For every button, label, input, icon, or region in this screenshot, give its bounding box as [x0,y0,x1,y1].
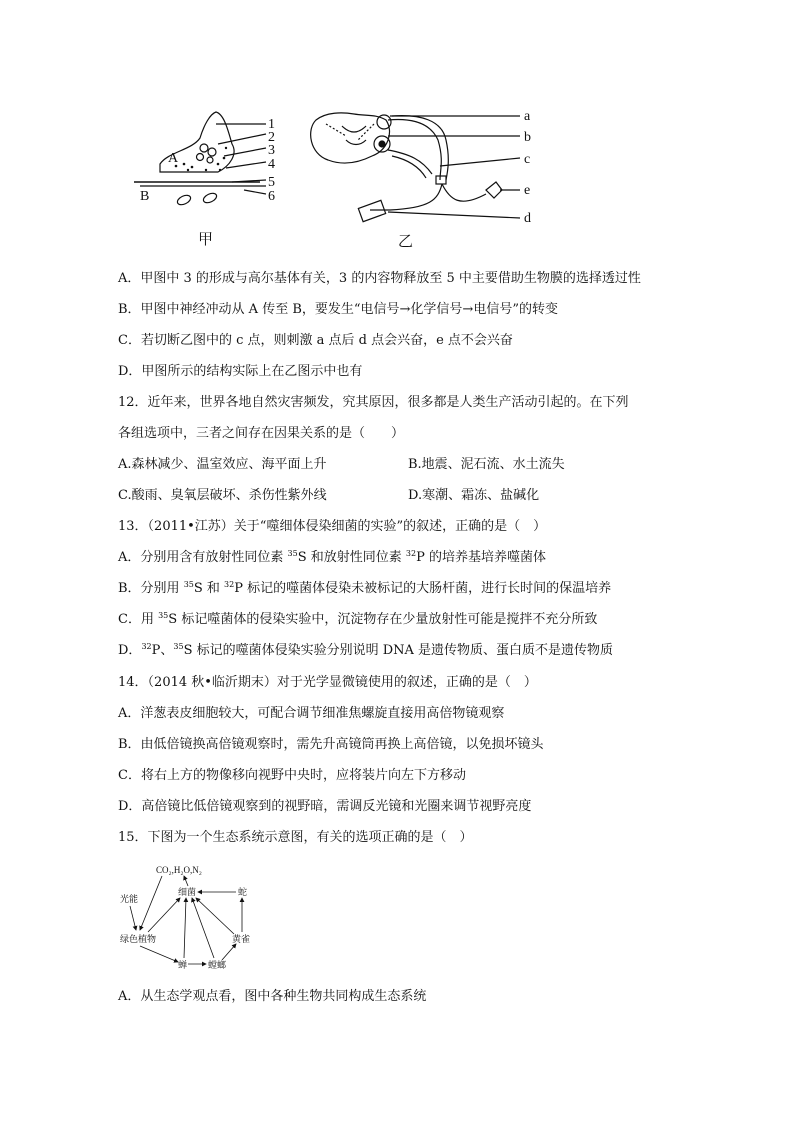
q13-d-text-3: S 标记的噬菌体侵染实验分别说明 DNA 是遗传物质、蛋白质不是遗传物质 [183,643,614,658]
q13-d-text-2: P、 [151,643,174,658]
q11-option-a: A．甲图中 3 的形成与高尔基体有关，3 的内容物释放至 5 中主要借助生物膜的选择透过性 [118,271,641,286]
q13-d-text-1: D． [118,643,142,658]
jia-label-2: 2 [268,130,275,145]
q14-stem: 14．（2014 秋•临沂期末）对于光学显微镜使用的叙述，正确的是（ ） [118,675,537,690]
q13-stem: 13．（2011•江苏）关于“噬细体侵染细菌的实验”的叙述，正确的是（ ） [118,519,547,534]
q15-stem: 15．下图为一个生态系统示意图，有关的选项正确的是（ ） [118,830,473,845]
figure-jia [134,112,266,207]
eco-arrow-plants-cicada [140,946,178,962]
ecosystem-diagram [118,862,278,972]
eco-bacteria: 细菌 [178,887,197,897]
q12-stem-line2: 各组选项中，三者之间存在因果关系的是（ ） [118,426,405,441]
q13-b-text-2: S 和 [193,581,225,596]
q14-option-b: B．由低倍镜换高倍镜观察时，需先升高镜筒再换上高倍镜，以免损坏镜头 [118,737,544,752]
q13-c-text-2: S 标记噬菌体的侵染实验中，沉淀物存在少量放射性可能是搅拌不充分所致 [168,612,598,627]
q13-option-b [118,580,611,598]
q15-option-a: A．从生态学观点看，图中各种生物共同构成生态系统 [118,989,427,1004]
q13-a-text-3: P 的培养基培养噬菌体 [416,550,546,565]
eco-arrow-gases-plants [140,876,162,930]
q12-stem-line1: 12．近年来，世界各地自然灾害频发，究其原因，很多都是人类生产活动引起的。在下列 [118,395,629,410]
jia-label-1: 1 [268,117,275,132]
eco-plants: 绿色植物 [120,934,157,944]
q13-a-text-1: A．分别用含有放射性同位素 [118,550,288,565]
eco-arrow-bacteria-gases [184,876,188,886]
yi-label-c: c [524,152,531,167]
eco-arrow-light-plants [130,906,136,930]
q13-a-sup-2: 32 [405,549,417,558]
eco-oriole: 黄雀 [232,934,251,944]
q11-option-c: C．若切断乙图中的 c 点，则刺激 a 点后 d 点会兴奋，e 点不会兴奋 [118,333,513,348]
yi-caption: 乙 [398,234,414,250]
q14-option-d: D．高倍镜比低倍镜观察到的视野暗，需调反光镜和光圈来调节视野亮度 [118,799,532,814]
q13-a-sup-1: 35 [287,549,298,558]
q11-option-d: D．甲图所示的结构实际上在乙图示中也有 [118,364,363,379]
jia-label-4: 4 [268,157,275,172]
q13-b-text-1: B．分别用 [118,581,184,596]
yi-label-d: d [524,211,531,226]
eco-gases: CO₂,H₂O,N₂ [156,865,202,875]
jia-caption: 甲 [198,232,214,248]
eco-light: 光能 [120,894,139,904]
q13-b-text-3: P 标记的噬菌体侵染未被标记的大肠杆菌，进行长时间的保温培养 [234,581,612,596]
q12-option-d: D.寒潮、霜冻、盐碱化 [408,488,540,503]
figure-synapse-reflex-arc [120,100,560,260]
jia-label-5: 5 [268,175,275,190]
q13-option-a [118,549,546,567]
eco-snake: 蛇 [238,887,248,897]
eco-arrow-plants-bacteria [148,898,180,932]
yi-label-a: a [524,109,531,124]
q12-option-b: B.地震、泥石流、水土流失 [408,457,565,472]
q13-a-text-2: S 和放射性同位素 [297,550,406,565]
q13-b-sup-2: 32 [224,580,235,589]
eco-mantis: 螳螂 [208,960,227,970]
yi-label-b: b [524,130,531,145]
q12-option-c: C.酸雨、臭氧层破坏、杀伤性紫外线 [118,488,327,503]
jia-letter-a: A [168,151,179,166]
eco-arrow-mantis-bacteria [192,898,214,958]
q11-option-b: B．甲图中神经冲动从 A 传至 B，要发生“电信号→化学信号→电信号”的转变 [118,302,558,317]
eco-arrow-mantis-oriole [222,944,236,960]
q14-option-a: A．洋葱表皮细胞较大，可配合调节细准焦螺旋直接用高倍物镜观察 [118,706,505,721]
q13-d-sup-1: 32 [141,642,152,651]
figure-yi [311,113,520,222]
q13-option-c [118,611,597,629]
q13-b-sup-1: 35 [183,580,194,589]
q13-c-sup: 35 [158,611,169,620]
q13-c-text-1: C．用 [118,612,159,627]
q12-option-a: A.森林减少、温室效应、海平面上升 [118,457,327,472]
jia-label-3: 3 [268,143,275,158]
q14-option-c: C．将右上方的物像移向视野中央时，应将装片向左下方移动 [118,768,466,783]
eco-arrow-cicada-bacteria [184,898,186,958]
jia-letter-b: B [140,189,150,204]
eco-cicada: 蝉 [178,960,188,970]
q13-option-d [118,642,613,660]
yi-label-e: e [524,183,531,198]
eco-arrow-oriole-bacteria [196,898,234,934]
q13-d-sup-2: 35 [173,642,184,651]
jia-label-6: 6 [268,189,275,204]
